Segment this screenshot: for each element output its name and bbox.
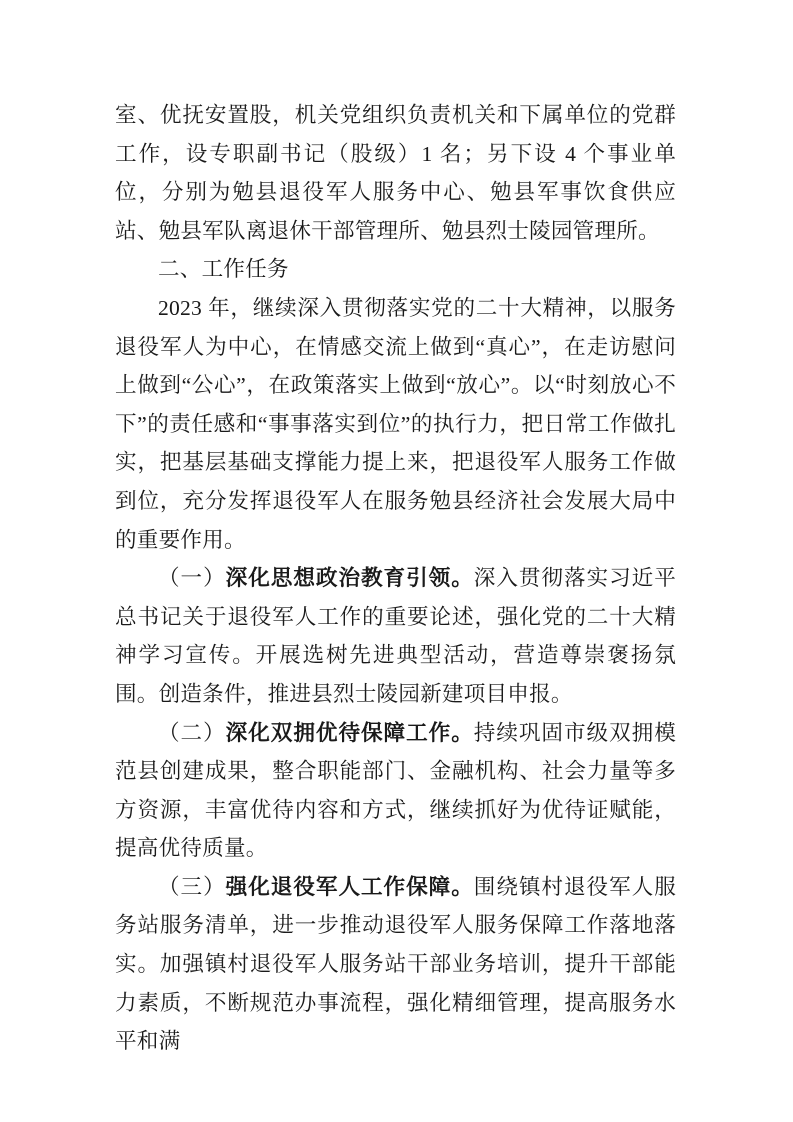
item-1-number: （一） [158,566,226,591]
item-2-title: 深化双拥优待保障工作。 [225,720,474,745]
item-1-title: 深化思想政治教育引领。 [225,566,474,591]
document-content [115,96,676,1061]
item-2-shuangyong-support [115,714,676,868]
item-3-number: （三） [158,874,226,899]
item-2-text: 持续巩固市级双拥模范县创建成果，整合职能部门、金融机构、社会力量等多方资源，丰富优待内容和方式，继续抓好为优待证赋能，提高优待质量。 [115,720,676,861]
item-3-veteran-service-guarantee [115,868,676,1061]
paragraph-unit-setup-continued: 室、优抚安置股，机关党组织负责机关和下属单位的党群工作，设专职副书记（股级）1 名；另下设 4 个事业单位，分别为勉县退役军人服务中心、勉县军事饮食供应站、勉县军队离退休干部管理所、勉县烈士陵园管理所。 [115,103,676,243]
item-1-text: 深入贯彻落实习近平总书记关于退役军人工作的重要论述，强化党的二十大精神学习宣传。开展选树先进典型活动，营造尊崇褒扬氛围。创造条件，推进县烈士陵园新建项目申报。 [115,566,676,706]
heading-work-tasks: 二、工作任务 [158,257,289,282]
item-2-number: （二） [158,720,226,745]
item-1-ideological-education [115,559,676,713]
item-3-text: 围绕镇村退役军人服务站服务清单，进一步推动退役军人服务保障工作落地落实。加强镇村退役军人服务站干部业务培训，提升干部能力素质，不断规范办事流程，强化精细管理，提高服务水平和满 [115,874,676,1054]
item-3-title: 强化退役军人工作保障。 [225,874,474,899]
paragraph-2023-overview: 2023 年，继续深入贯彻落实党的二十大精神，以服务退役军人为中心，在情感交流上做到“真心”，在走访慰问上做到“公心”，在政策落实上做到“放心”。以“时刻放心不下”的责任感和“事事落实到位”的执行力，把日常工作做扎实，把基层基础支撑能力提上来，把退役军人服务工作做到位，充分发挥退役军人在服务勉县经济社会发展大局中的重要作用。 [115,295,676,552]
